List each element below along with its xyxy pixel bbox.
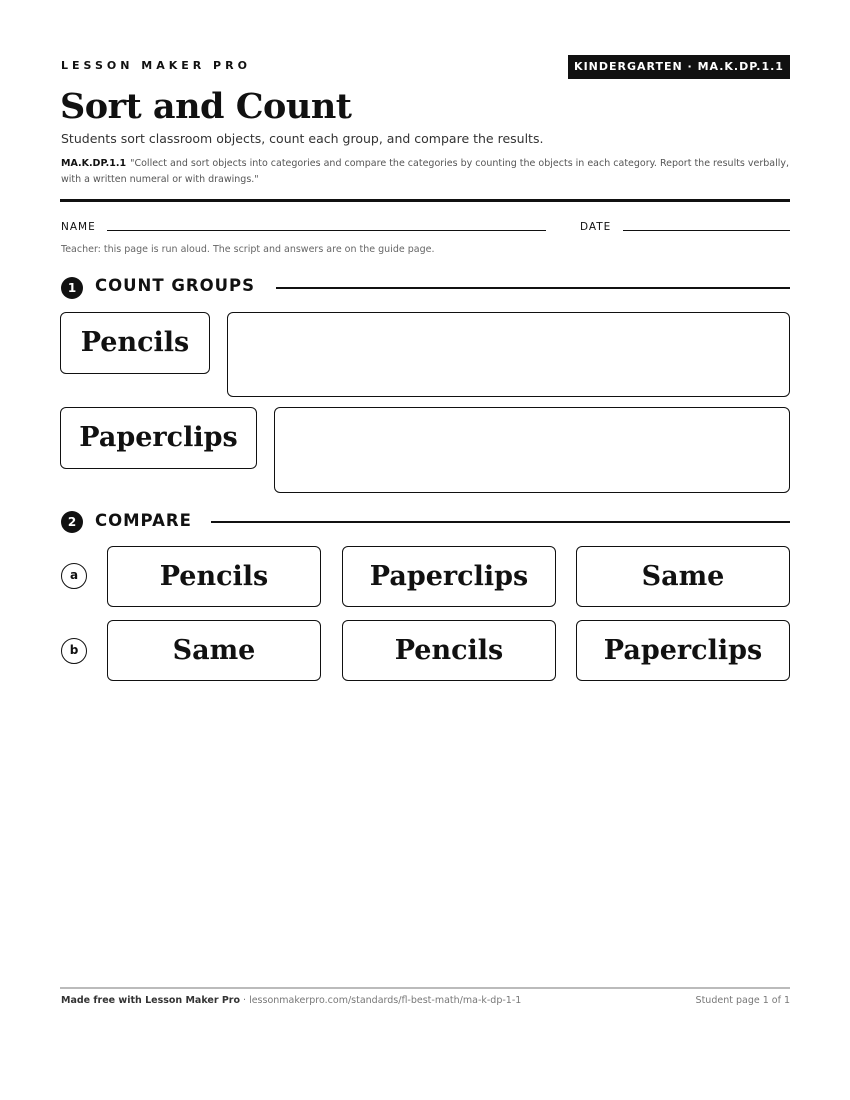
section-1-number: 1 xyxy=(61,277,83,299)
row-b-option-same[interactable]: Same xyxy=(107,620,321,681)
page-title: Sort and Count xyxy=(60,86,352,127)
row-a-letter: a xyxy=(61,563,87,589)
section-2-rule xyxy=(211,521,790,523)
footer-divider xyxy=(60,987,790,989)
row-b-option-pencils[interactable]: Pencils xyxy=(342,620,556,681)
standard-description xyxy=(61,156,791,188)
row-b-letter: b xyxy=(61,638,87,664)
grade-standard-badge: KINDERGARTEN · MA.K.DP.1.1 xyxy=(568,55,790,79)
footer-made-text: Made free with Lesson Maker Pro xyxy=(61,995,241,1006)
section-2-title: COMPARE xyxy=(95,511,192,530)
date-label: DATE xyxy=(580,221,612,233)
page-subtitle: Students sort classroom objects, count each group, and compare the results. xyxy=(61,131,544,146)
header-divider xyxy=(60,199,790,202)
brand-wordmark: LESSON MAKER PRO xyxy=(61,59,251,72)
standard-code: MA.K.DP.1.1 xyxy=(61,158,127,169)
standard-text: "Collect and sort objects into categories and compare the categories by counting the objects in each category. Report the results verbally, with a written numeral or with drawings." xyxy=(61,158,790,185)
section-2-number: 2 xyxy=(61,511,83,533)
group-answer-box-paperclips[interactable] xyxy=(274,407,790,493)
row-a-option-same[interactable]: Same xyxy=(576,546,790,607)
name-label: NAME xyxy=(61,221,96,233)
group-label-paperclips: Paperclips xyxy=(60,407,257,469)
footer-page-number: Student page 1 of 1 xyxy=(695,995,790,1006)
footer-credit xyxy=(61,995,521,1006)
row-b-option-paperclips[interactable]: Paperclips xyxy=(576,620,790,681)
footer-url[interactable]: · lessonmakerpro.com/standards/fl-best-math/ma-k-dp-1-1 xyxy=(240,995,522,1006)
section-1-title: COUNT GROUPS xyxy=(95,276,255,295)
teacher-note: Teacher: this page is run aloud. The script and answers are on the guide page. xyxy=(61,244,435,255)
row-a-option-pencils[interactable]: Pencils xyxy=(107,546,321,607)
group-answer-box-pencils[interactable] xyxy=(227,312,790,397)
row-a-option-paperclips[interactable]: Paperclips xyxy=(342,546,556,607)
name-write-line[interactable] xyxy=(107,230,546,231)
section-1-rule xyxy=(276,287,790,289)
group-label-pencils: Pencils xyxy=(60,312,210,374)
date-write-line[interactable] xyxy=(623,230,790,231)
